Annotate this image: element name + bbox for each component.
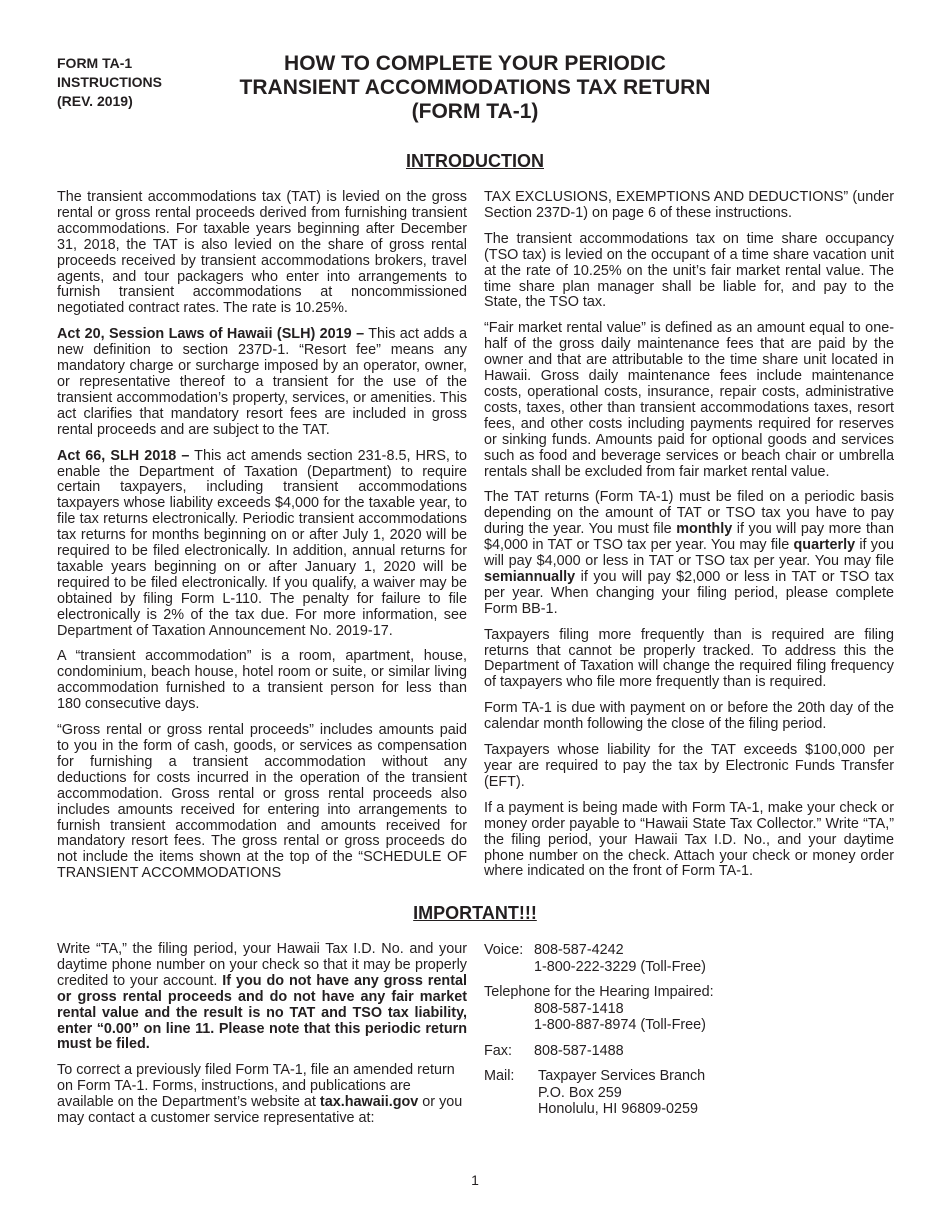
- important-left-column: [57, 942, 467, 1137]
- tty-number: 808-587-1418: [534, 1000, 624, 1017]
- voice-tollfree: 1-800-222-3229 (Toll-Free): [534, 958, 706, 975]
- title-line-1: HOW TO COMPLETE YOUR PERIODIC: [284, 52, 666, 75]
- contact-fax: [484, 1043, 894, 1060]
- page-number: 1: [471, 1172, 479, 1188]
- amend-end-text: or you may contact a customer service representative at:: [57, 1094, 463, 1127]
- filing-quarterly: quarterly: [793, 537, 856, 554]
- title-line-2: TRANSIENT ACCOMMODATIONS TAX RETURN: [239, 76, 711, 99]
- website-link[interactable]: tax.hawaii.gov: [319, 1094, 419, 1111]
- form-doc-type: INSTRUCTIONS: [57, 74, 162, 90]
- contact-info: [484, 942, 894, 1127]
- intro-paragraph-eft: Taxpayers whose liability for the TAT exceeds $100,000 per year are required to pay the tax by Electronic Funds Transfer (EFT).: [484, 742, 894, 790]
- introduction-heading: INTRODUCTION: [406, 151, 544, 171]
- fax-number: 808-587-1488: [534, 1042, 624, 1059]
- intro-paragraph-payment: If a payment is being made with Form TA-1, make your check or money order payable to “Hawaii State Tax Collector.” Write “TA,” the filing period, your Hawaii Tax I.D. No., and your daytime phone number on the check. Attach your check or money order where indicated on the front of Form TA-1.: [484, 799, 894, 880]
- voice-label: Voice:: [484, 942, 524, 958]
- fax-label: Fax:: [484, 1042, 512, 1059]
- intro-paragraph-gross-rental: “Gross rental or gross rental proceeds” includes amounts paid to you in the form of cash, goods, or services as compensation for furnishing a transient accommodation without any deductions for costs incurred in the operation of the transient accommodation. Gross rental or gross rental proceeds also includes amounts received for entering into arrangements to furnish transient accommodation and amounts received for mandatory resort fees. The gross rental or gross proceeds do not include the items shown at the top of the “SCHEDULE OF TRANSIENT ACCOMMODATIONS: [57, 722, 467, 882]
- page-title: [200, 52, 750, 124]
- intro-paragraph-exclusions-cont: TAX EXCLUSIONS, EXEMPTIONS AND DEDUCTIONS” (under Section 237D-1) on page 6 of these instructions.: [484, 189, 894, 221]
- introduction-left-column: [57, 190, 467, 892]
- intro-paragraph-act66: [57, 449, 467, 640]
- act66-text: This act amends section 231-8.5, HRS, to enable the Department of Taxation (Department) to require certain taxpayers, including transient accommodations taxpayers whose liability exceeds $4,000 for the taxable year, to file tax returns electronically. Periodic transient accommodations tax returns for months beginning on or after July 1, 2020 will be required to be filed electronically. In addition, annual returns for taxable years beginning on or after January 1, 2020 will be required to be filed electronically. If you qualify, a waiver may be obtained by filing Form L-110. The penalty for failure to file electronically is 2% of the tax due. For more information, see Department of Taxation Announcement No. 2019-17.: [57, 447, 468, 639]
- title-line-3: (FORM TA-1): [411, 100, 539, 123]
- check-bold-notice: If you do not have any gross rental or gross rental proceeds and do not have any fair market rental value and the result is no TAT and TSO tax liability, enter “0.00” on line 11. Please note that this periodic return must be filed.: [57, 972, 467, 1053]
- intro-paragraph-due-date: Form TA-1 is due with payment on or before the 20th day of the calendar month following the close of the filing period.: [484, 700, 894, 733]
- mail-label: Mail:: [484, 1068, 515, 1084]
- act20-heading: Act 20, Session Laws of Hawaii (SLH) 2019 –: [57, 326, 365, 343]
- act66-heading: Act 66, SLH 2018 –: [57, 447, 190, 464]
- tty-label: Telephone for the Hearing Impaired:: [484, 984, 714, 1000]
- filing-text-e: if you will pay $4,000 or less in TAT or TSO tax per year. You may file: [484, 537, 894, 570]
- filing-text-c: if you will pay more than $4,000 in TAT or TSO tax per year. You may file: [484, 521, 894, 554]
- intro-paragraph-tat: The transient accommodations tax (TAT) is levied on the gross rental or gross rental proceeds derived from furnishing transient accommodations. For taxable years beginning after December 31, 2018, the TAT is also levied on the share of gross rental proceeds received by transient accommodations brokers, travel agents, and tour packagers who enter into arrangements to furnish transient accommodations at noncommissioned negotiated contract rates. The rate is 10.25%.: [57, 189, 467, 317]
- contact-mail: [484, 1068, 894, 1118]
- filing-text-g: if you will pay $2,000 or less in TAT or TSO tax per year. When changing your filing period, please complete Form BB-1.: [484, 568, 894, 617]
- check-text: Write “TA,” the filing period, your Hawaii Tax I.D. No. and your daytime phone number on your check so that it may be properly credited to your account.: [57, 941, 467, 989]
- intro-paragraph-frequent-filers: Taxpayers filing more frequently than is required are filing returns that cannot be properly tracked. To address this the Department of Taxation will change the required filing frequency of taxpayers who file more frequently than is required.: [484, 626, 894, 691]
- filing-monthly: monthly: [676, 521, 733, 538]
- tty-tollfree: 1-800-887-8974 (Toll-Free): [534, 1017, 706, 1033]
- form-identifier: [57, 54, 162, 111]
- mail-line-3: Honolulu, HI 96809-0259: [538, 1101, 699, 1117]
- intro-paragraph-definition-transient: A “transient accommodation” is a room, apartment, house, condominium, beach house, hotel room or suite, or similar living accommodation furnished to a transient person for less than 180 consecutive days.: [57, 648, 467, 713]
- intro-paragraph-fair-market: “Fair market rental value” is defined as an amount equal to one-half of the gross daily maintenance fees that are paid by the owner and that are attributable to the time share unit located in Hawaii. Gross daily maintenance fees include maintenance costs, operational costs, insurance, repair costs, administrative costs, taxes, other than transient accommodations taxes, resort fees, and other costs including payments required for reserves or sinking funds. Amounts paid for optional goods and services such as food and beverage services or beach chair or umbrella rentals shall be excluded from fair market rental value.: [484, 320, 894, 480]
- important-heading: IMPORTANT!!!: [413, 903, 537, 923]
- filing-semiannually: semiannually: [484, 568, 576, 585]
- act20-text: This act adds a new definition to section 237D-1. “Resort fee” means any mandatory charge or surcharge imposed by an operator, owner, or representative thereof to a transient for the use of the transient accommodation’s property, services, or amenities. This act clarifies that mandatory resort fees are included in gross rental proceeds and are subject to the TAT.: [57, 326, 467, 438]
- intro-paragraph-filing-frequency: [484, 490, 894, 617]
- important-paragraph-amend: [57, 1063, 467, 1127]
- intro-paragraph-tso-tax: The transient accommodations tax on time share occupancy (TSO tax) is levied on the occupant of a time share vacation unit at the rate of 10.25% on the unit’s fair market rental value. The time share plan manager shall be liable for, and pay to the State, the TSO tax.: [484, 230, 894, 311]
- introduction-right-column: [484, 190, 894, 890]
- voice-number: 808-587-4242: [534, 942, 624, 958]
- form-revision: (REV. 2019): [57, 93, 133, 109]
- mail-line-1: Taxpayer Services Branch: [538, 1068, 706, 1084]
- mail-line-2: P.O. Box 259: [538, 1084, 622, 1101]
- form-number: FORM TA-1: [57, 55, 133, 71]
- amend-text: To correct a previously filed Form TA-1, file an amended return on Form TA-1. Forms, instructions, and publications are available on the Department’s website at: [57, 1062, 455, 1111]
- filing-text-a: The TAT returns (Form TA-1) must be filed on a periodic basis depending on the amount of TAT or TSO tax you have to pay during the year. You must file: [484, 489, 894, 538]
- intro-paragraph-act20: [57, 327, 467, 438]
- important-paragraph-check: [57, 942, 467, 1053]
- contact-hearing-impaired: [484, 984, 894, 1034]
- contact-voice: [484, 942, 894, 975]
